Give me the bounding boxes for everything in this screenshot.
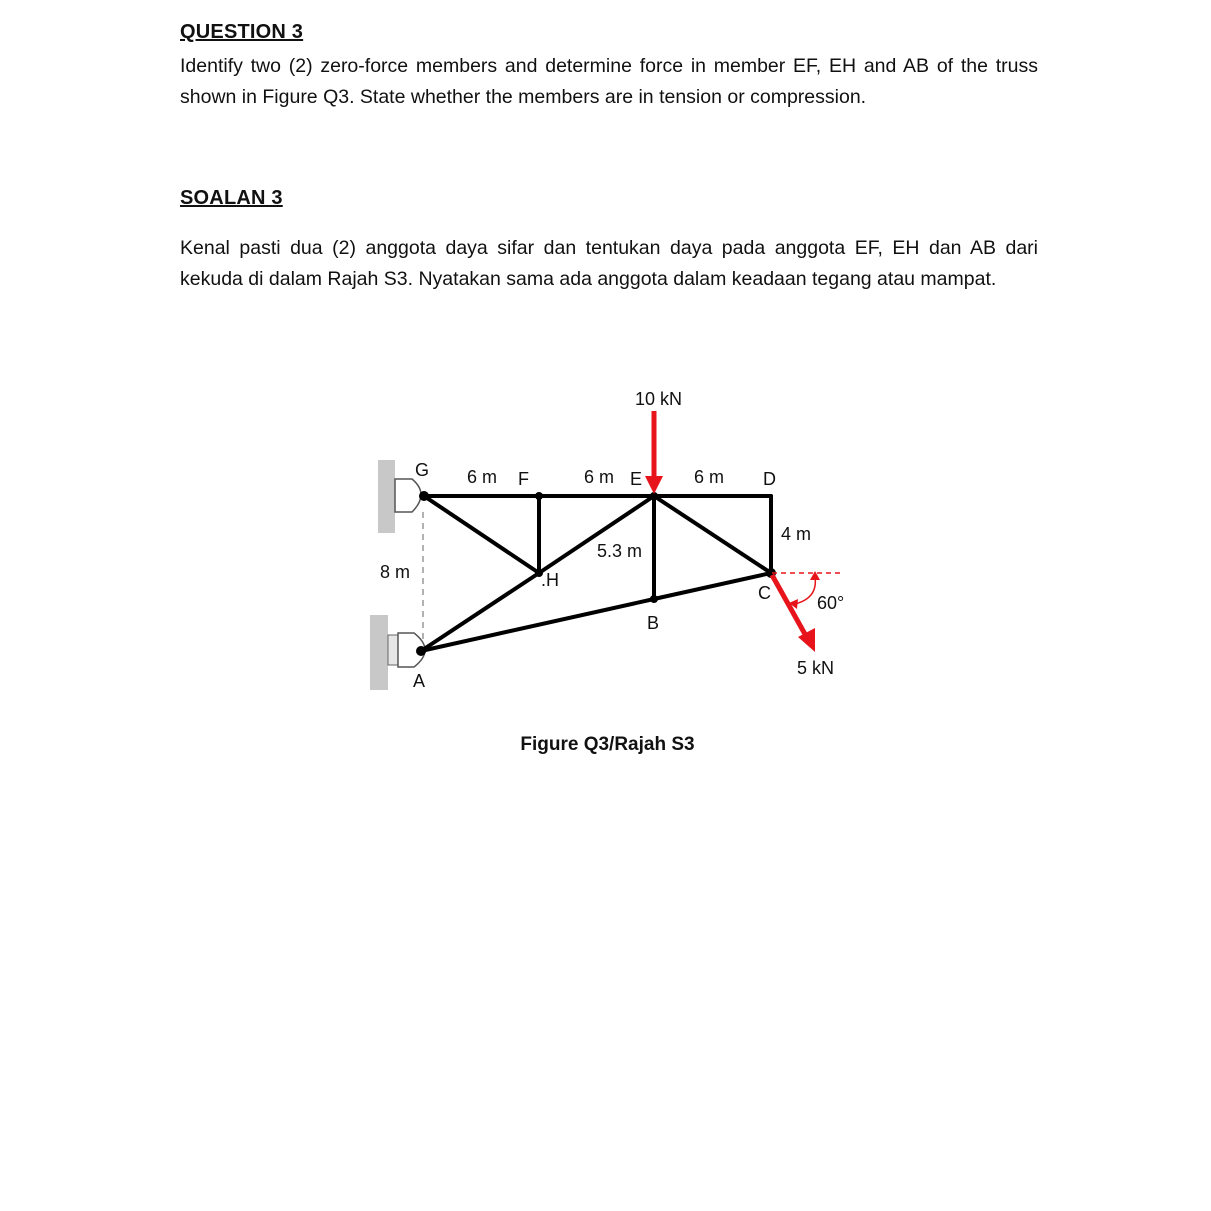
question-title: QUESTION 3 [180,21,304,43]
label-dim-fe: 6 m [584,467,615,487]
soalan-title: SOALAN 3 [180,187,283,209]
soalan-text: Kenal pasti dua (2) anggota daya sifar dan tentukan daya pada anggota EF, EH dan AB dari kekuda di dalam Rajah S3. Nyatakan sama ada anggota dalam keadaan tegang atau mampat. [180,237,1038,290]
member-bc [654,573,771,599]
label-dim-ed: 6 m [694,467,725,487]
member-ec [654,496,771,573]
label-load-10kn: 10 kN [635,389,683,409]
label-dim-gf: 6 m [467,467,498,487]
angle-arc [795,577,815,604]
joint-b [650,595,658,603]
label-node-a: A [413,671,426,691]
joint-a [416,646,426,656]
label-dim-eh: 5.3 m [597,541,643,561]
label-node-g: G [415,460,430,480]
label-node-b: B [647,613,660,633]
label-node-f: F [518,469,529,489]
member-eh [539,496,654,573]
roller-a [388,635,398,665]
load-arrowhead-10kn [645,476,663,494]
label-node-e: E [630,469,643,489]
joint-f [535,492,543,500]
label-node-h: .H [541,570,559,590]
member-gh [424,496,539,573]
figure-caption [0,734,1211,756]
load-arrow-5kn [772,575,806,636]
wall-support-a [370,615,388,690]
label-node-c: C [758,583,771,603]
load-arrowhead-5kn [798,628,815,652]
pin-support-g [395,479,421,512]
label-angle: 60° [817,593,845,613]
label-load-5kn: 5 kN [797,658,835,678]
member-ab [421,599,654,651]
label-node-d: D [763,469,776,489]
label-dim-ga: 8 m [380,562,411,582]
wall-support-g [378,460,395,533]
question-text: Identify two (2) zero-force members and determine force in member EF, EH and AB of the truss shown in Figure Q3. State whether the members are in tension or compression. [180,55,1038,108]
joint-g [419,491,429,501]
figure-caption-text: Figure Q3/Rajah S3 [520,734,695,755]
label-dim-dc: 4 m [781,524,812,544]
